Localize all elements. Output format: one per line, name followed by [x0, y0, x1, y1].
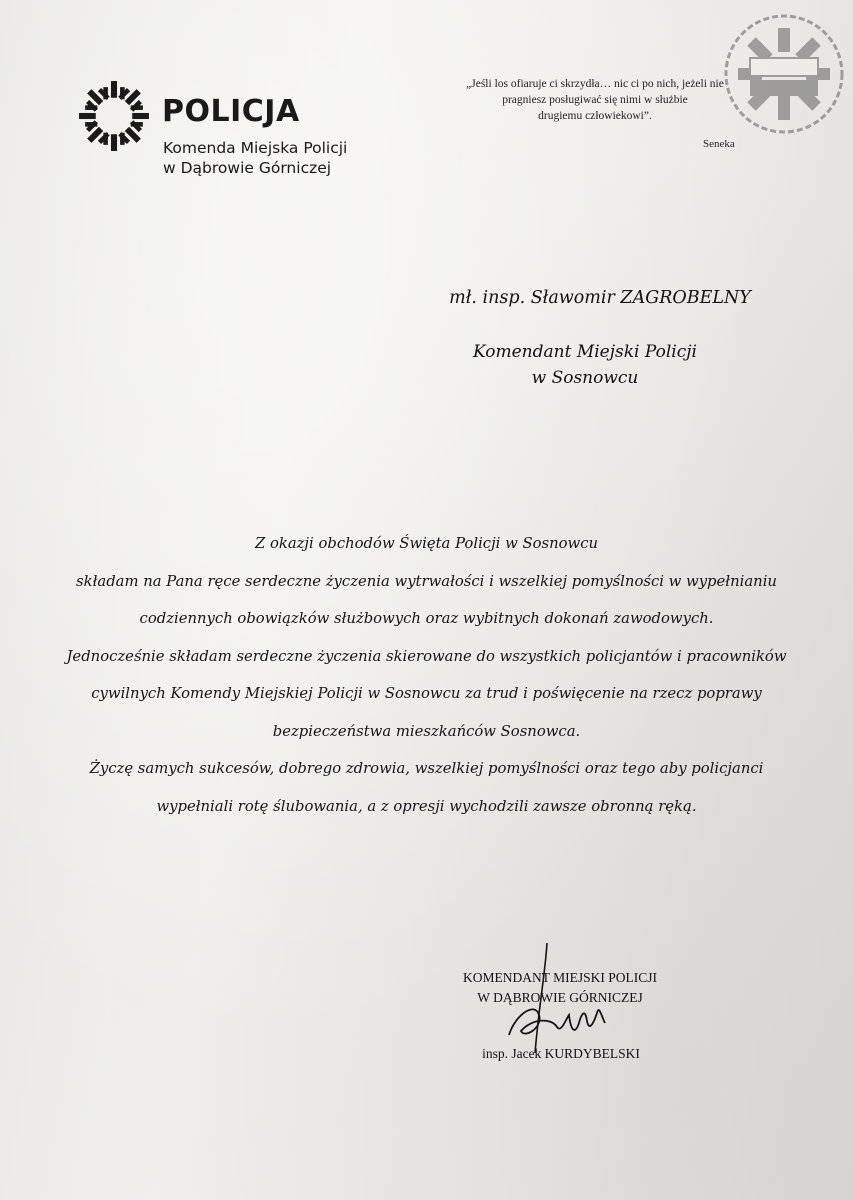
quote-line1: „Jeśli los ofiaruje ci skrzydła… nic ci po nich, jeżeli nie [466, 78, 724, 90]
quote-author: Seneka [703, 138, 735, 150]
brand-subtitle-line2: w Dąbrowie Górniczej [163, 159, 332, 177]
epigraph-quote [440, 76, 750, 124]
body-line: wypełniali rotę ślubowania, a z opresji wychodzili zawsze obronną ręką. [156, 797, 697, 815]
brand-title: POLICJA [162, 94, 300, 129]
signature-title-line2: W DĄBROWIE GÓRNICZEJ [477, 990, 643, 1005]
body-line: składam na Pana ręce serdeczne życzenia wytrwałości i wszelkiej pomyślności w wypełnianiu [76, 572, 777, 590]
recipient-title: Komendant Miejski Policji [473, 342, 697, 362]
signature-title-line1: KOMENDANT MIEJSKI POLICJI [462, 970, 657, 985]
body-line: codziennych obowiązków służbowych oraz wybitnych dokonań zawodowych. [139, 610, 714, 627]
letter-body [40, 525, 813, 825]
police-star-icon [76, 78, 152, 154]
body-line: cywilnych Komendy Miejskiej Policji w Sosnowcu za trud i poświęcenie na rzecz poprawy [91, 685, 762, 702]
recipient-city: w Sosnowcu [531, 368, 639, 388]
recipient-name: mł. insp. Sławomir ZAGROBELNY [449, 288, 751, 308]
signer-name: insp. Jacek KURDYBELSKI [482, 1046, 640, 1061]
quote-line2: pragniesz posługiwać się nimi w służbie [502, 94, 688, 106]
police-sosnowiec-seal-icon [720, 10, 848, 138]
body-line: Jednocześnie składam serdeczne życzenia skierowane do wszystkich policjantów i pracowników [66, 647, 787, 665]
body-line: bezpieczeństwa mieszkańców Sosnowca. [272, 722, 581, 740]
quote-line3: drugiemu człowiekowi”. [538, 110, 652, 122]
body-line: Z okazji obchodów Święta Policji w Sosnowcu [254, 535, 599, 552]
brand-subtitle-line1: Komenda Miejska Policji [163, 139, 348, 157]
brand-subtitle [163, 138, 347, 178]
body-line: Życzę samych sukcesów, dobrego zdrowia, wszelkiej pomyślności oraz tego aby policjanci [89, 760, 764, 777]
